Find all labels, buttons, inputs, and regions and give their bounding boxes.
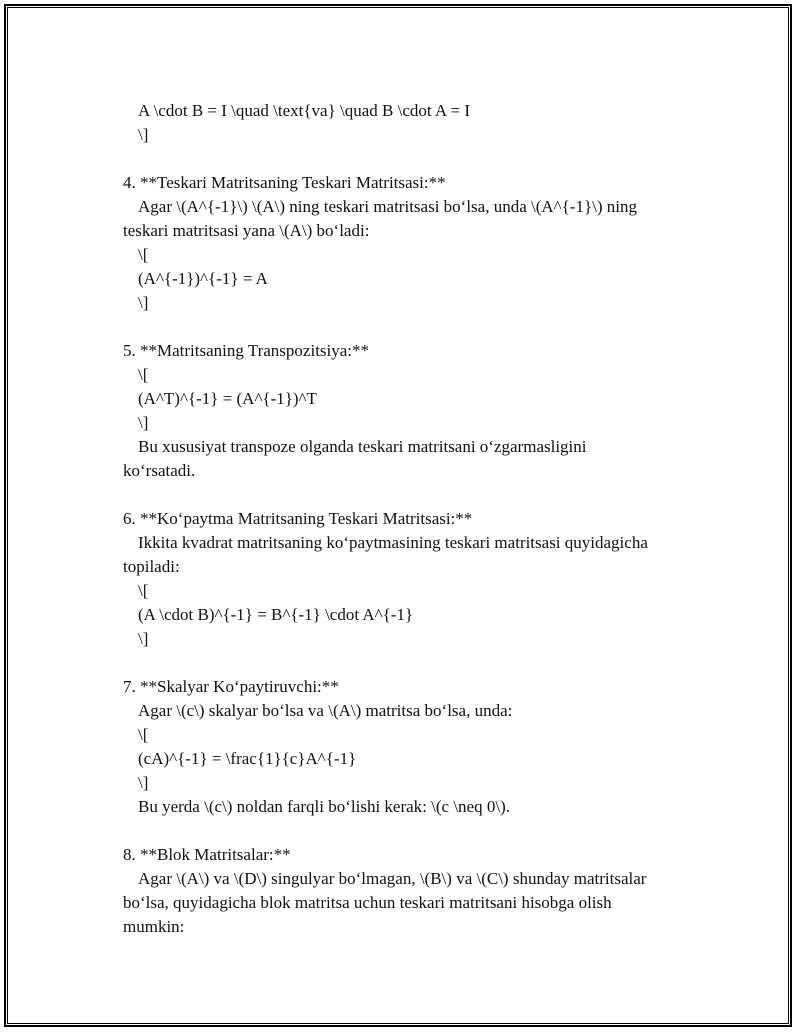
- text-line: (A \cdot B)^{-1} = B^{-1} \cdot A^{-1}: [138, 605, 414, 624]
- text-line: 7. **Skalyar Ko‘paytiruvchi:**: [123, 677, 339, 696]
- text-line: Bu yerda \(c\) noldan farqli bo‘lishi kerak: \(c \neq 0\).: [138, 797, 510, 816]
- text-line: (A^{-1})^{-1} = A: [138, 269, 268, 288]
- text-line: \]: [138, 125, 149, 144]
- text-line: Bu xususiyat transpoze olganda teskari matritsani o‘zgarmasligini: [138, 437, 587, 456]
- text-line: \[: [138, 725, 149, 744]
- paragraph-gap: [123, 651, 703, 675]
- text-line: 4. **Teskari Matritsaning Teskari Matritsasi:**: [123, 173, 446, 192]
- text-line: \]: [138, 293, 149, 312]
- text-line: Agar \(c\) skalyar bo‘lsa va \(A\) matritsa bo‘lsa, unda:: [138, 701, 513, 720]
- text-line: A \cdot B = I \quad \text{va} \quad B \cdot A = I: [138, 101, 471, 120]
- text-line: \[: [138, 245, 149, 264]
- text-line: 5. **Matritsaning Transpozitsiya:**: [123, 341, 370, 360]
- text-line: \[: [138, 581, 149, 600]
- text-line: \]: [138, 773, 149, 792]
- text-line: ko‘rsatadi.: [123, 461, 196, 480]
- paragraph-gap: [123, 819, 703, 843]
- text-line: teskari matritsasi yana \(A\) bo‘ladi:: [123, 221, 370, 240]
- text-line: Agar \(A\) va \(D\) singulyar bo‘lmagan, \(B\) va \(C\) shunday matritsalar: [138, 869, 647, 888]
- text-line: \]: [138, 413, 149, 432]
- text-line: 6. **Ko‘paytma Matritsaning Teskari Matritsasi:**: [123, 509, 473, 528]
- paragraph-gap: [123, 483, 703, 507]
- text-line: (cA)^{-1} = \frac{1}{c}A^{-1}: [138, 749, 357, 768]
- text-line: Agar \(A^{-1}\) \(A\) ning teskari matritsasi bo‘lsa, unda \(A^{-1}\) ning: [138, 197, 637, 216]
- text-line: bo‘lsa, quyidagicha blok matritsa uchun teskari matritsani hisobga olish: [123, 893, 612, 912]
- paragraph-gap: [123, 315, 703, 339]
- text-line: \[: [138, 365, 149, 384]
- text-line: 8. **Blok Matritsalar:**: [123, 845, 291, 864]
- text-line: Ikkita kvadrat matritsaning ko‘paytmasining teskari matritsasi quyidagicha: [138, 533, 648, 552]
- paragraph-gap: [123, 147, 703, 171]
- document-body: [123, 99, 703, 939]
- text-line: topiladi:: [123, 557, 180, 576]
- text-line: (A^T)^{-1} = (A^{-1})^T: [138, 389, 317, 408]
- text-line: mumkin:: [123, 917, 185, 936]
- text-line: \]: [138, 629, 149, 648]
- page-frame: [4, 4, 792, 1027]
